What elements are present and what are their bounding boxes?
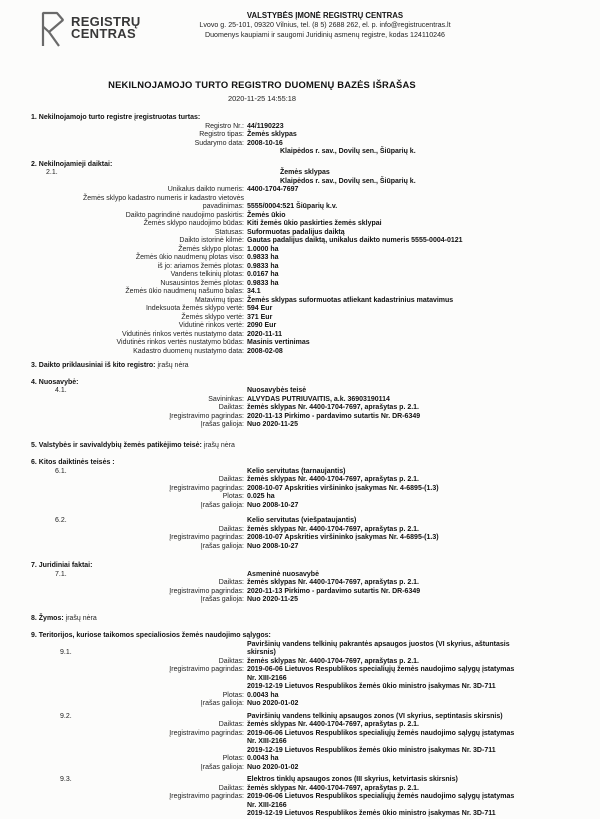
field-label: Įregistravimo pagrindas: bbox=[169, 587, 244, 595]
entry-number: 7.1. bbox=[55, 570, 67, 578]
field-value: skirsnis) bbox=[247, 649, 276, 656]
section-note: įrašų nėra bbox=[203, 441, 235, 449]
field-value: Elektros tinklų apsaugos zonos (III skyrius, ketvirtasis skirsnis) bbox=[247, 776, 458, 783]
field-label: Kadastro duomenų nustatymo data: bbox=[133, 347, 244, 355]
field-value: Kelio servitutas (tarnaujantis) bbox=[247, 467, 346, 475]
field-value: ALVYDAS PUTRIUVAITIS, a.k. 36903190114 bbox=[247, 395, 390, 403]
field-value: 2090 Eur bbox=[247, 322, 277, 329]
field-label: Įrašas galioja: bbox=[200, 596, 244, 603]
field-row bbox=[0, 413, 600, 422]
field-row bbox=[0, 502, 600, 511]
field-label: Daiktas: bbox=[218, 784, 244, 792]
field-value: 2019-06-06 Lietuvos Respublikos specialiųjų žemės naudojimo sąlygų įstatymas bbox=[247, 666, 515, 673]
field-row bbox=[0, 237, 600, 246]
section-heading bbox=[0, 161, 600, 170]
field-value: 0.0043 ha bbox=[247, 755, 279, 762]
entry-number: 9.3. bbox=[60, 776, 72, 783]
field-label: Įregistravimo pagrindas: bbox=[169, 534, 244, 541]
field-label: Įregistravimo pagrindas: bbox=[169, 484, 244, 492]
field-value: žemės sklypas Nr. 4400-1704-7697, aprašytas p. 2.1. bbox=[247, 784, 420, 792]
field-label: Įrašas galioja: bbox=[200, 542, 244, 550]
section-heading-text: 2. Nekilnojamieji daiktai: bbox=[31, 160, 113, 168]
entry-number: 2.1. bbox=[46, 169, 58, 176]
field-label: Unikalus daikto numeris: bbox=[167, 186, 244, 193]
entry-title bbox=[0, 468, 600, 477]
field-value: Gautas padalijus daiktą, unikalus daikto numeris 5555-0004-0121 bbox=[247, 237, 463, 244]
address-line bbox=[0, 169, 600, 178]
field-label: Vidutinės rinkos vertės nustatymo būdas: bbox=[116, 339, 244, 346]
value-continuation bbox=[0, 683, 600, 692]
field-value: 2019-06-06 Lietuvos Respublikos specialiųjų žemės naudojimo sąlygų įstatymas bbox=[247, 729, 515, 737]
section-heading-text: 4. Nuosavybė: bbox=[31, 378, 79, 386]
field-value: 2020-11-13 Pirkimo - pardavimo sutartis Nr. DR-6349 bbox=[247, 587, 421, 595]
field-label: Daiktas: bbox=[218, 525, 244, 533]
value-continuation bbox=[0, 747, 600, 756]
field-label: iš jo: ariamos žemės plotas: bbox=[157, 262, 244, 270]
field-label: Įregistravimo pagrindas: bbox=[169, 666, 244, 673]
field-value: Nr. XIII-2166 bbox=[247, 674, 287, 682]
field-row bbox=[0, 331, 600, 340]
field-row bbox=[0, 280, 600, 289]
field-row bbox=[0, 404, 600, 413]
field-label: Daikto istorinė kilmė: bbox=[179, 237, 244, 244]
value-continuation bbox=[0, 738, 600, 747]
field-label: Žemės sklypo naudojimo būdas: bbox=[143, 220, 244, 227]
field-row bbox=[0, 288, 600, 297]
field-value: Žemės sklypas bbox=[247, 131, 297, 138]
field-row bbox=[0, 263, 600, 272]
field-label: Daiktas: bbox=[218, 721, 244, 728]
document-title-block bbox=[0, 79, 524, 103]
section bbox=[0, 459, 600, 551]
field-row bbox=[0, 131, 600, 140]
entry-number: 4.1. bbox=[55, 387, 67, 394]
value-continuation bbox=[0, 649, 600, 658]
section bbox=[0, 442, 600, 451]
field-row bbox=[0, 476, 600, 485]
field-row bbox=[0, 721, 600, 730]
field-value: 2019-06-06 Lietuvos Respublikos specialiųjų žemės naudojimo sąlygų įstatymas bbox=[247, 793, 515, 800]
section-heading-text: 3. Daikto priklausiniai iš kito registro: bbox=[31, 362, 156, 369]
field-value: 34.1 bbox=[247, 288, 261, 295]
section-heading bbox=[0, 442, 600, 451]
field-label: Įregistravimo pagrindas: bbox=[169, 412, 244, 420]
field-value: Žemės ūkio bbox=[247, 211, 286, 219]
field-label: Daiktas: bbox=[218, 476, 244, 483]
field-row bbox=[0, 730, 600, 739]
section-heading-text: 6. Kitos daiktinės teisės : bbox=[31, 459, 115, 466]
registry-entry bbox=[0, 169, 600, 356]
field-label: Žemės ūkio naudmenų plotas viso: bbox=[135, 254, 244, 261]
field-row bbox=[0, 543, 600, 552]
org-address: Lvovo g. 25-101, 09320 Vilnius, tel. (8 5) 2688 262, el. p. info@registrucentras.lt bbox=[199, 21, 451, 29]
section-heading bbox=[0, 459, 600, 468]
value-continuation bbox=[0, 810, 600, 819]
registry-entry bbox=[0, 641, 600, 709]
field-value: 44/1190223 bbox=[247, 122, 284, 130]
field-value: žemės sklypas Nr. 4400-1704-7697, aprašytas p. 2.1. bbox=[247, 657, 420, 665]
field-value: žemės sklypas Nr. 4400-1704-7697, aprašytas p. 2.1. bbox=[247, 579, 420, 586]
field-label: Įrašas galioja: bbox=[200, 501, 244, 509]
field-row bbox=[0, 314, 600, 323]
field-row bbox=[0, 203, 600, 212]
field-label: Daikto pagrindinė naudojimo paskirtis: bbox=[125, 211, 244, 219]
field-row bbox=[0, 322, 600, 331]
field-label-row bbox=[0, 195, 600, 204]
entry-number: 9.2. bbox=[60, 712, 72, 720]
field-value: žemės sklypas Nr. 4400-1704-7697, aprašytas p. 2.1. bbox=[247, 476, 420, 483]
field-label: Registro tipas: bbox=[199, 131, 244, 138]
entry-number: 6.2. bbox=[55, 517, 67, 524]
field-row bbox=[0, 246, 600, 255]
field-label: Daiktas: bbox=[218, 404, 244, 411]
field-row bbox=[0, 140, 600, 149]
field-row bbox=[0, 658, 600, 667]
field-value: 0.9833 ha bbox=[247, 262, 279, 270]
section-heading bbox=[0, 379, 600, 388]
field-value: žemės sklypas Nr. 4400-1704-7697, aprašytas p. 2.1. bbox=[247, 404, 420, 411]
section-heading bbox=[0, 632, 600, 641]
field-row bbox=[0, 700, 600, 709]
field-value: 4400-1704-7697 bbox=[247, 186, 299, 193]
field-value: Nuo 2008-10-27 bbox=[247, 542, 299, 550]
field-label: Įrašas galioja: bbox=[200, 763, 244, 771]
field-value: žemės sklypas Nr. 4400-1704-7697, aprašytas p. 2.1. bbox=[247, 525, 420, 533]
field-row bbox=[0, 785, 600, 794]
section bbox=[0, 379, 600, 430]
logo-brand-line1: REGISTRŲ bbox=[71, 14, 141, 29]
registry-entry bbox=[0, 571, 600, 605]
field-label: Įregistravimo pagrindas: bbox=[169, 793, 244, 800]
section-heading-text: 1. Nekilnojamojo turto registre įregistruotas turtas: bbox=[31, 114, 201, 121]
field-label: Vandens telkinių plotas: bbox=[170, 271, 244, 278]
section bbox=[0, 362, 600, 371]
field-row bbox=[0, 692, 600, 701]
registry-entry bbox=[0, 776, 600, 819]
field-value: 2019-12-19 Lietuvos Respublikos žemės ūkio ministro įsakymas Nr. 3D-711 bbox=[247, 810, 496, 817]
field-value: Žemės sklypas suformuotas atliekant kadastrinius matavimus bbox=[247, 296, 454, 304]
field-row bbox=[0, 254, 600, 263]
section-note: įrašų nėra bbox=[65, 614, 97, 622]
field-value: 2019-12-19 Lietuvos Respublikos žemės ūkio ministro įsakymas Nr. 3D-711 bbox=[247, 746, 496, 754]
field-label: Žemės sklypo vertė: bbox=[181, 313, 244, 321]
field-label: Daiktas: bbox=[218, 657, 244, 665]
field-label: pavadinimas: bbox=[202, 203, 244, 210]
section-heading bbox=[0, 615, 600, 624]
entry-number: 6.1. bbox=[55, 467, 67, 475]
field-label: Plotas: bbox=[222, 493, 244, 500]
field-value: Suformuotas padalijus daiktą bbox=[247, 228, 345, 236]
field-row bbox=[0, 485, 600, 494]
field-row bbox=[0, 666, 600, 675]
field-label: Nusausintos žemės plotas: bbox=[160, 279, 244, 287]
field-value: 2008-10-07 Apskrities viršininko įsakymas Nr. 4-6895-(1.3) bbox=[247, 484, 439, 492]
entry-title bbox=[0, 517, 600, 526]
field-row bbox=[0, 534, 600, 543]
sections-container bbox=[0, 114, 600, 819]
field-row bbox=[0, 348, 600, 357]
field-value: Nuosavybės teisė bbox=[247, 387, 307, 394]
field-value: 2008-02-08 bbox=[247, 347, 283, 355]
field-label: Registro Nr.: bbox=[205, 122, 244, 130]
section-heading bbox=[0, 562, 600, 571]
section bbox=[0, 114, 600, 157]
field-value: 371 Eur bbox=[247, 313, 273, 321]
field-value: 0.025 ha bbox=[247, 493, 275, 500]
field-label: Įrašas galioja: bbox=[200, 700, 244, 707]
field-value: 1.0000 ha bbox=[247, 245, 279, 253]
section bbox=[0, 615, 600, 624]
field-label: Indeksuota žemės sklypo vertė: bbox=[145, 305, 244, 312]
field-value: 5555/0004:521 Šiūparių k.v. bbox=[247, 203, 338, 210]
field-value: Masinis vertinimas bbox=[247, 339, 310, 346]
section-heading-text: 9. Teritorijos, kuriose taikomos specialiosios žemės naudojimo sąlygos: bbox=[31, 632, 271, 639]
field-value: Klaipėdos r. sav., Dovilų sen., Šiūparių k. bbox=[280, 177, 416, 185]
field-row bbox=[0, 186, 600, 195]
field-value: Nr. XIII-2166 bbox=[247, 738, 287, 745]
registry-entry bbox=[0, 468, 600, 511]
section bbox=[0, 562, 600, 605]
field-row bbox=[0, 271, 600, 280]
field-value: 2008-10-07 Apskrities viršininko įsakymas Nr. 4-6895-(1.3) bbox=[247, 534, 439, 541]
field-value: 2020-11-11 bbox=[247, 330, 283, 338]
field-label: Įregistravimo pagrindas: bbox=[169, 729, 244, 737]
field-value: Klaipėdos r. sav., Dovilų sen., Šiūparių k. bbox=[280, 148, 416, 155]
entry-title bbox=[0, 641, 600, 650]
field-label: Žemės sklypo kadastro numeris ir kadastro vietovės bbox=[82, 194, 244, 202]
field-value: žemės sklypas Nr. 4400-1704-7697, aprašytas p. 2.1. bbox=[247, 721, 420, 728]
field-value: 0.0043 ha bbox=[247, 691, 279, 699]
address-line bbox=[0, 148, 600, 157]
field-row bbox=[0, 793, 600, 802]
field-label: Vidutinės rinkos vertės nustatymo data: bbox=[121, 330, 244, 338]
field-row bbox=[0, 755, 600, 764]
entry-title bbox=[0, 571, 600, 580]
field-row bbox=[0, 339, 600, 348]
field-row bbox=[0, 396, 600, 405]
registry-entry bbox=[0, 713, 600, 773]
field-value: 594 Eur bbox=[247, 305, 273, 312]
field-value: Paviršinių vandens telkinių apsaugos zonos (VI skyrius, septintasis skirsnis) bbox=[247, 712, 503, 720]
section-heading-text: 8. Žymos: bbox=[31, 614, 64, 622]
field-row bbox=[0, 305, 600, 314]
field-value: Paviršinių vandens telkinių pakrantės apsaugos juostos (VI skyrius, aštuntasis bbox=[247, 640, 510, 648]
registry-entry bbox=[0, 517, 600, 551]
field-label: Plotas: bbox=[222, 691, 244, 699]
field-value: Asmeninė nuosavybė bbox=[247, 570, 319, 578]
field-row bbox=[0, 588, 600, 597]
field-label: Plotas: bbox=[222, 755, 244, 762]
document-header bbox=[0, 0, 600, 58]
entry-title bbox=[0, 776, 600, 785]
field-value: 2008-10-16 bbox=[247, 139, 283, 147]
section-heading bbox=[0, 362, 600, 371]
field-value: 0.9833 ha bbox=[247, 279, 279, 287]
field-label: Sudarymo data: bbox=[194, 139, 244, 147]
field-row bbox=[0, 579, 600, 588]
address-line bbox=[0, 178, 600, 187]
field-value: Žemės sklypas bbox=[280, 169, 330, 176]
section-heading bbox=[0, 114, 600, 123]
org-name: VALSTYBĖS ĮMONĖ REGISTRŲ CENTRAS bbox=[246, 11, 404, 20]
field-row bbox=[0, 493, 600, 502]
field-row bbox=[0, 596, 600, 605]
entry-title bbox=[0, 713, 600, 722]
field-row bbox=[0, 229, 600, 238]
entry-number: 9.1. bbox=[60, 649, 72, 656]
field-value: Nuo 2008-10-27 bbox=[247, 501, 299, 509]
field-value: Nuo 2020-01-02 bbox=[247, 700, 299, 707]
value-continuation bbox=[0, 802, 600, 811]
field-label: Matavimų tipas: bbox=[194, 296, 244, 304]
logo-r-mark-icon bbox=[36, 8, 66, 48]
field-label: Įrašas galioja: bbox=[200, 421, 244, 428]
field-value: Kiti žemės ūkio paskirties žemės sklypai bbox=[247, 220, 382, 227]
document-timestamp: 2020-11-25 14:55:18 bbox=[227, 94, 297, 103]
field-value: 2019-12-19 Lietuvos Respublikos žemės ūkio ministro įsakymas Nr. 3D-711 bbox=[247, 683, 496, 690]
field-label: Žemės ūkio naudmenų našumo balas: bbox=[125, 288, 244, 295]
section-heading-text: 5. Valstybės ir savivaldybių žemės patikėjimo teisė: bbox=[31, 441, 202, 449]
registry-entry bbox=[0, 387, 600, 430]
field-label: Savininkas: bbox=[208, 395, 244, 403]
field-row bbox=[0, 526, 600, 535]
logo-brand-line2: CENTRAS bbox=[71, 26, 136, 41]
field-value: 0.9833 ha bbox=[247, 254, 279, 261]
entry-title bbox=[0, 387, 600, 396]
field-label: Statusas: bbox=[214, 228, 244, 236]
field-label: Žemės sklypo plotas: bbox=[178, 245, 244, 253]
field-value: 0.0167 ha bbox=[247, 271, 279, 278]
section-heading-text: 7. Juridiniai faktai: bbox=[31, 562, 93, 569]
section bbox=[0, 632, 600, 819]
field-row bbox=[0, 764, 600, 773]
registry-entry bbox=[0, 123, 600, 157]
field-row bbox=[0, 297, 600, 306]
org-info-block bbox=[120, 11, 530, 40]
field-value: Nuo 2020-11-25 bbox=[247, 421, 298, 428]
org-register-info: Duomenys kaupiami ir saugomi Juridinių asmenų registre, kodas 124110246 bbox=[204, 30, 445, 39]
field-value: Nuo 2020-11-25 bbox=[247, 596, 298, 603]
field-row bbox=[0, 220, 600, 229]
section-note: įrašų nėra bbox=[157, 362, 189, 369]
document-title: NEKILNOJAMOJO TURTO REGISTRO DUOMENŲ BAZĖS IŠRAŠAS bbox=[108, 79, 416, 90]
field-label: Vidutinė rinkos vertė: bbox=[178, 322, 244, 329]
value-continuation bbox=[0, 675, 600, 684]
section bbox=[0, 161, 600, 357]
field-row bbox=[0, 212, 600, 221]
field-value: Nr. XIII-2166 bbox=[247, 801, 287, 809]
field-label: Daiktas: bbox=[218, 579, 244, 586]
field-value: Kelio servitutas (viešpataujantis) bbox=[247, 517, 357, 524]
field-row bbox=[0, 123, 600, 132]
field-row bbox=[0, 421, 600, 430]
field-value: 2020-11-13 Pirkimo - pardavimo sutartis Nr. DR-6349 bbox=[247, 412, 421, 420]
field-value: Nuo 2020-01-02 bbox=[247, 763, 299, 771]
